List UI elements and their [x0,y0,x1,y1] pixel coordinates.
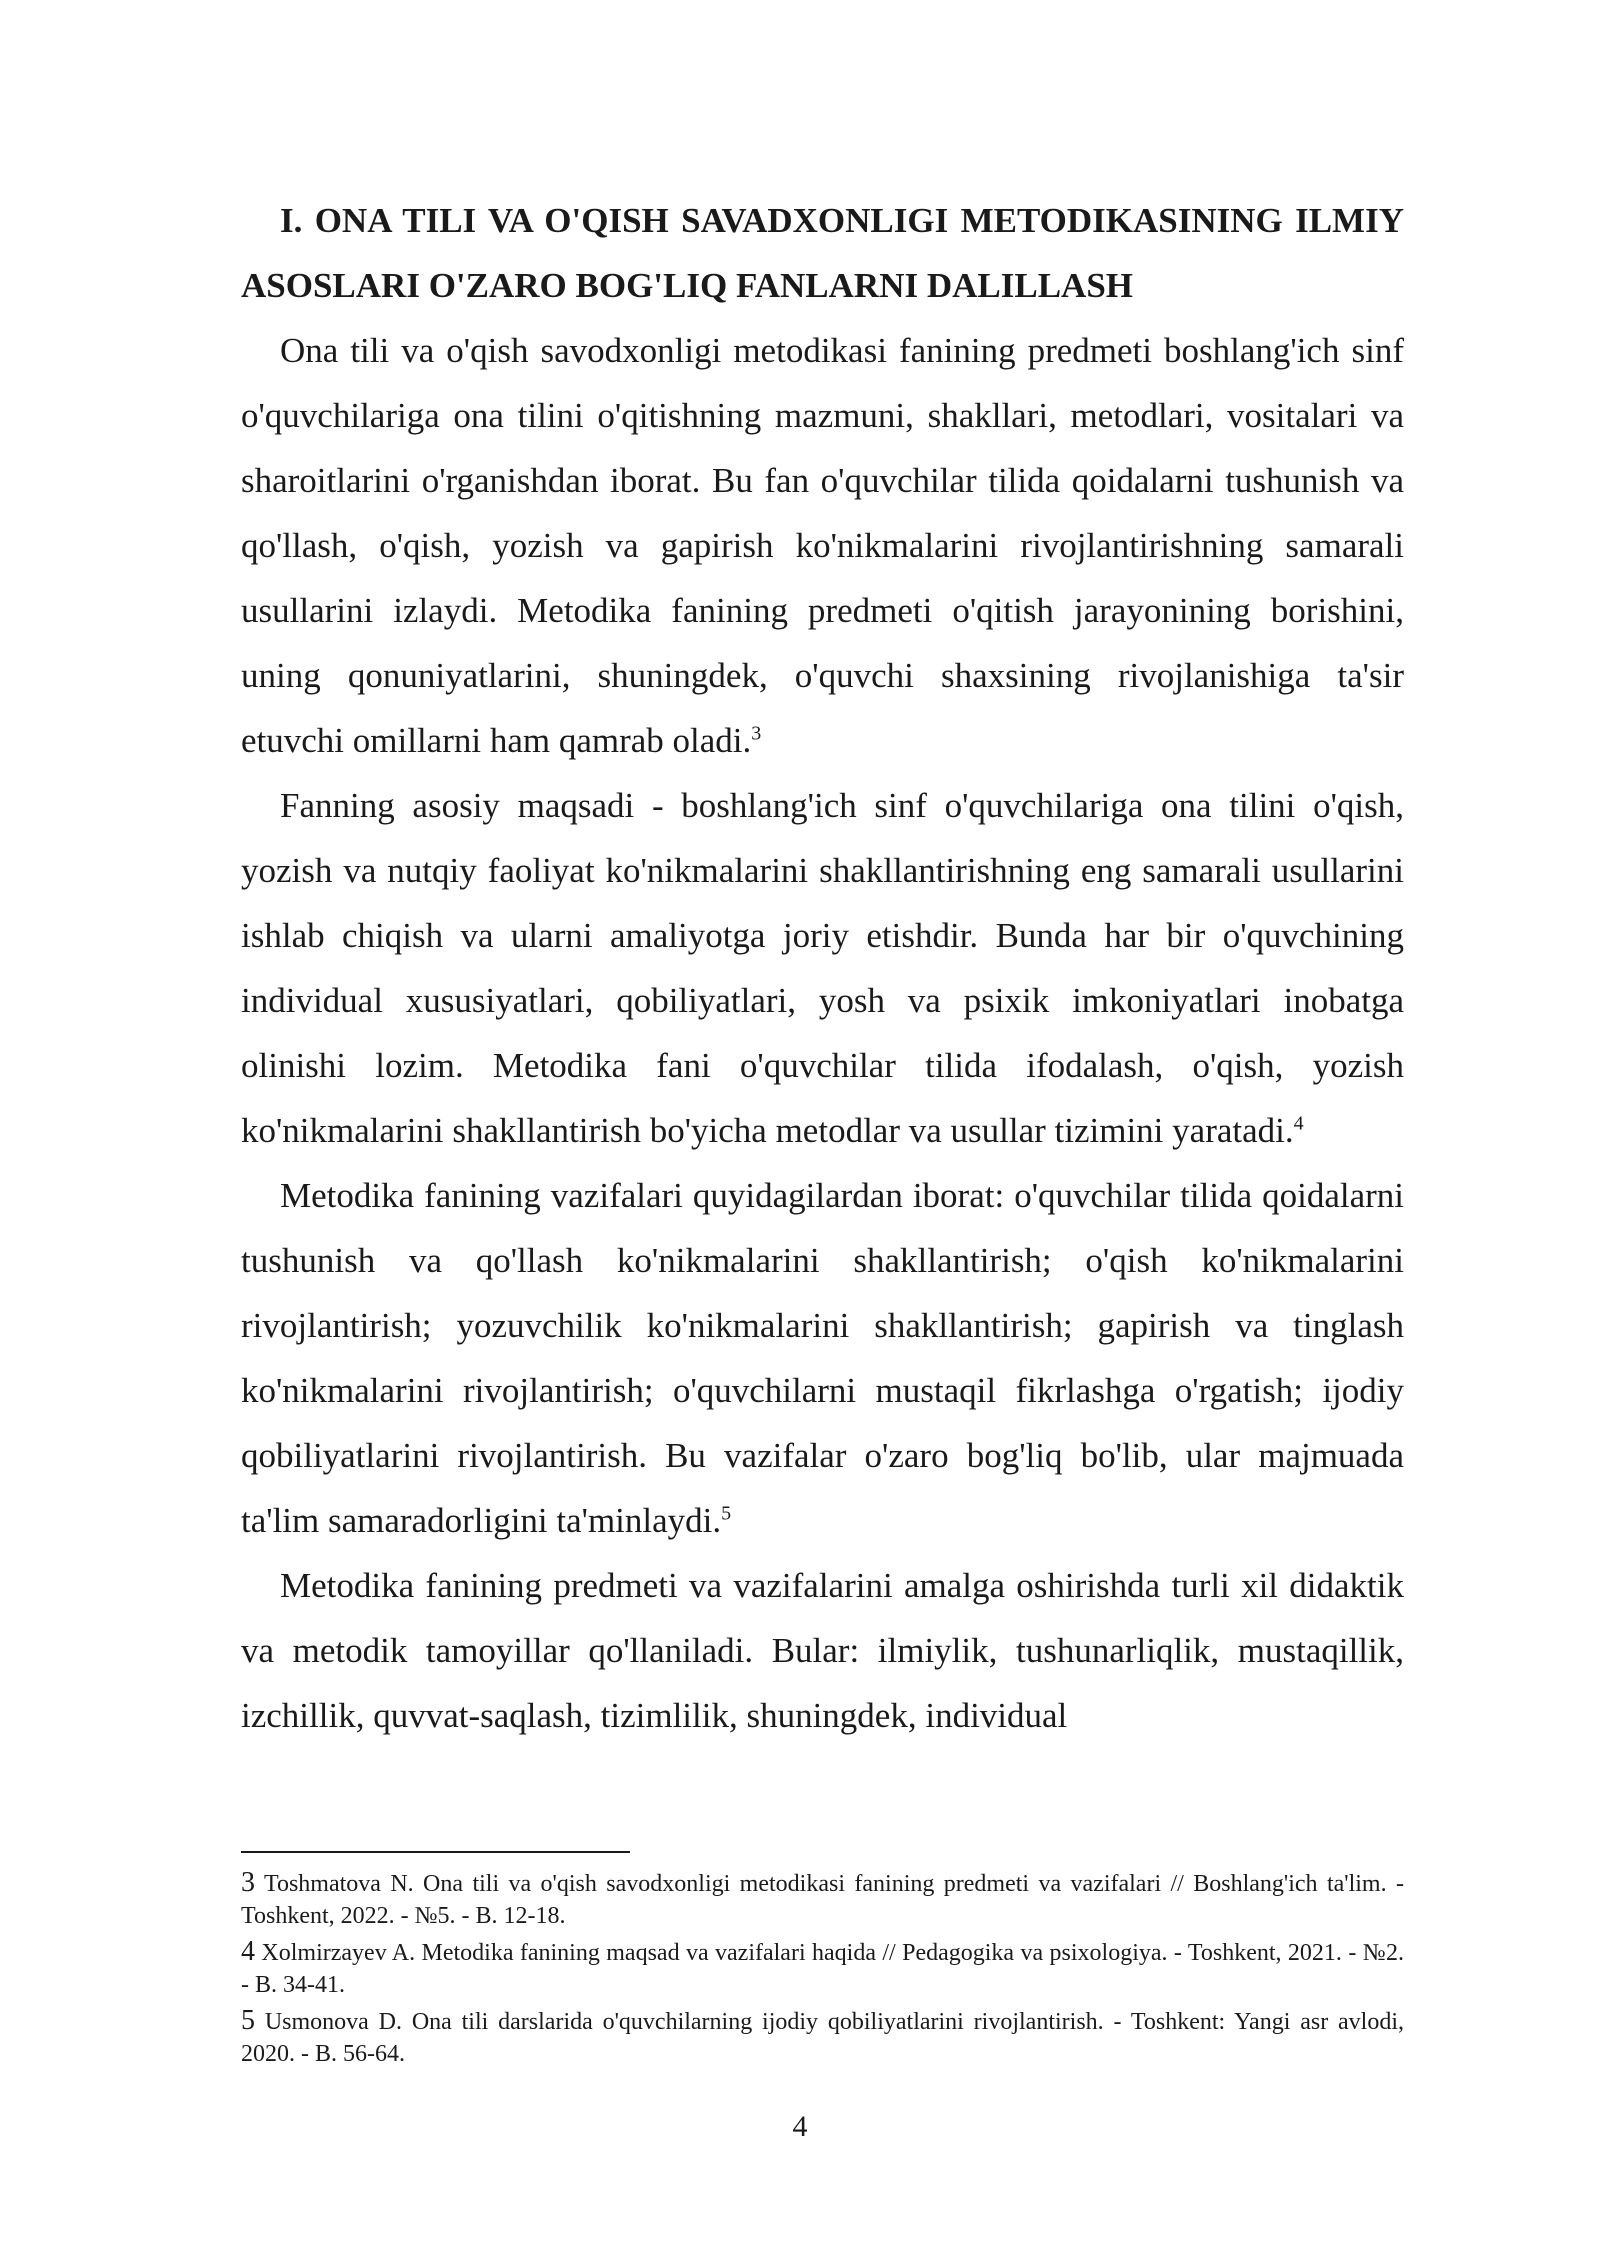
footnote-number: 4 [241,1936,255,1967]
footnote [241,1936,1404,2001]
footnote-number: 3 [241,1867,255,1898]
chapter-title: I. ONA TILI VA O'QISH SAVADXONLIGI METODIKASINING ILMIY ASOSLARI O'ZARO BOG'LIQ FANLARNI DALILLASH [241,201,1404,305]
paragraph-text: Fanning asosiy maqsadi - boshlang'ich sinf o'quvchilariga ona tilini o'qish, yozish va nutqiy faoliyat ko'nikmalarini shakllantirishning eng samarali usullarini ishlab chiqish va ularni amaliyotga joriy etishdir. Bunda har bir o'quvchining individual xususiyatlari, qobiliyatlari, yosh va psixik imkoniyatlari inobatga olinishi lozim. Metodika fani o'quvchilar tilida ifodalash, o'qish, yozish ko'nikmalarini shakllantirish bo'yicha metodlar va usullar tizimini yaratadi. [241,786,1404,1150]
paragraph-text: Metodika fanining vazifalari quyidagilardan iborat: o'quvchilar tilida qoidalarni tushunish va qo'llash ko'nikmalarini shakllantirish; o'qish ko'nikmalarini rivojlantirish; yozuvchilik ko'nikmalarini shakllantirish; gapirish va tinglash ko'nikmalarini rivojlantirish; o'quvchilarni mustaqil fikrlashga o'rgatish; ijodiy qobiliyatlarini rivojlantirish. Bu vazifalar o'zaro bog'liq bo'lib, ular majmuada ta'lim samaradorligini ta'minlaydi. [241,1176,1404,1540]
footnote-reference[interactable]: 4 [1293,1112,1304,1135]
page-number: 4 [792,2110,808,2143]
main-text [241,188,1404,1748]
body-paragraph [241,1163,1404,1553]
footnote-reference[interactable]: 3 [751,722,762,745]
body-paragraph [241,773,1404,1163]
footnote-text: Xolmirzayev A. Metodika fanining maqsad va vazifalari haqida // Pedagogika va psixologiya. - Toshkent, 2021. - №2. - B. 34-41. [241,1940,1405,1998]
body-paragraph [241,318,1404,773]
footnote [241,2005,1404,2070]
footnote [241,1867,1404,1932]
footnote-reference[interactable]: 5 [721,1502,732,1525]
footnote-text: Usmonova D. Ona tili darslarida o'quvchilarning ijodiy qobiliyatlarini rivojlantirish. - Toshkent: Yangi asr avlodi, 2020. - B. 56-64. [241,2009,1405,2067]
paragraph-text: Ona tili va o'qish savodxonligi metodikasi fanining predmeti boshlang'ich sinf o'quvchilariga ona tilini o'qitishning mazmuni, shakllari, metodlari, vositalari va sharoitlarini o'rganishdan iborat. Bu fan o'quvchilar tilida qoidalarni tushunish va qo'llash, o'qish, yozish va gapirish ko'nikmalarini rivojlantirishning samarali usullarini izlaydi. Metodika fanining predmeti o'qitish jarayonining borishini, uning qonuniyatlarini, shuningdek, o'quvchi shaxsining rivojlanishiga ta'sir etuvchi omillarni ham qamrab oladi. [241,331,1404,760]
footnote-text: Toshmatova N. Ona tili va o'qish savodxonligi metodikasi fanining predmeti va vazifalari // Boshlang'ich ta'lim. - Toshkent, 2022. - №5. - B. 12-18. [241,1871,1404,1929]
paragraph-text: Metodika fanining predmeti va vazifalarini amalga oshirishda turli xil didaktik va metodik tamoyillar qo'llaniladi. Bular: ilmiylik, tushunarliqlik, mustaqillik, izchillik, quvvat-saqlash, tizimlilik, shuningdek, individual [241,1566,1404,1735]
footnotes-section [241,1867,1404,2074]
footnote-separator [241,1851,630,1853]
footnote-number: 5 [241,2005,255,2036]
body-paragraph [241,1553,1404,1748]
